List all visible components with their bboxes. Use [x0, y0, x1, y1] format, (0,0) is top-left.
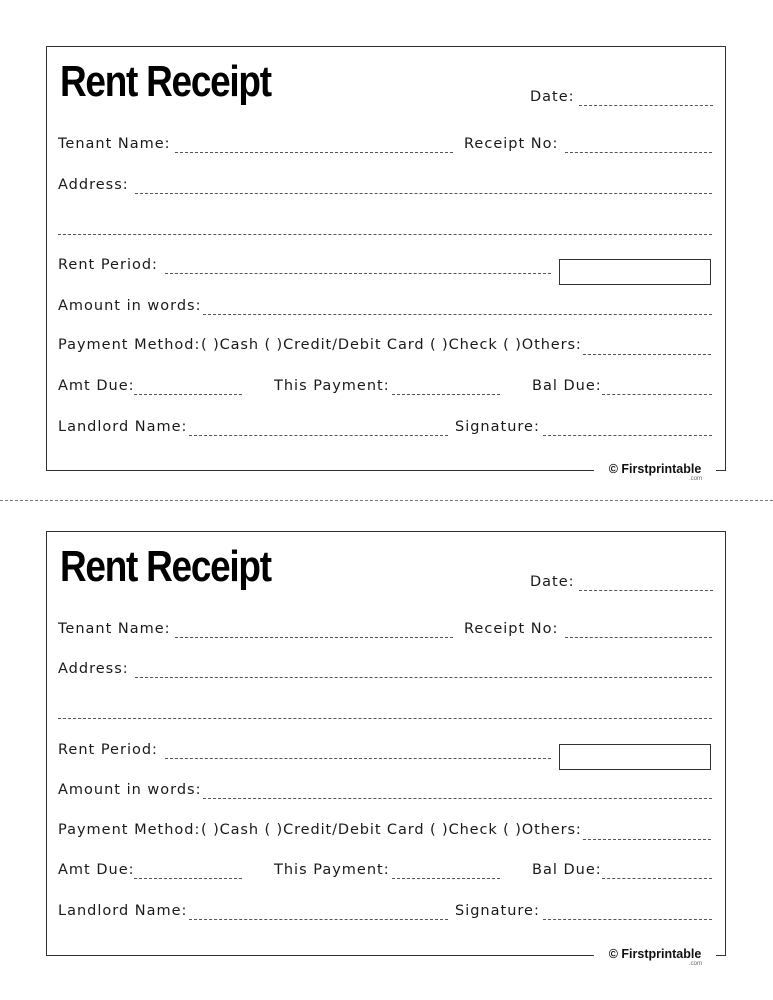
this-payment-label: This Payment: — [274, 862, 390, 878]
date-field[interactable] — [579, 105, 713, 106]
brand-name: © Firstprintable — [608, 947, 702, 961]
address-field-line-2[interactable] — [58, 234, 712, 235]
signature-label: Signature: — [455, 419, 540, 435]
bal-due-label: Bal Due: — [532, 862, 602, 878]
others-field[interactable] — [583, 839, 711, 840]
payment-method-options[interactable]: ( )Cash ( )Credit/Debit Card ( )Check ( )Others: — [201, 822, 582, 838]
signature-field[interactable] — [543, 435, 712, 436]
bal-due-field[interactable] — [602, 878, 712, 879]
this-payment-field[interactable] — [392, 394, 500, 395]
address-field-line-1[interactable] — [135, 677, 712, 678]
bal-due-field[interactable] — [602, 394, 712, 395]
landlord-name-label: Landlord Name: — [58, 903, 188, 919]
cut-line — [0, 500, 773, 501]
landlord-name-label: Landlord Name: — [58, 419, 188, 435]
amt-due-label: Amt Due: — [58, 862, 135, 878]
bal-due-label: Bal Due: — [532, 378, 602, 394]
receipt-no-label: Receipt No: — [464, 621, 559, 637]
rent-receipt-bottom — [46, 531, 726, 967]
address-field-line-2[interactable] — [58, 718, 712, 719]
receipt-no-field[interactable] — [565, 637, 712, 638]
amount-box[interactable] — [559, 259, 711, 285]
brand-logo — [594, 947, 716, 967]
landlord-name-field[interactable] — [189, 919, 448, 920]
brand-name: © Firstprintable — [608, 462, 702, 476]
amount-in-words-field[interactable] — [203, 314, 712, 315]
others-field[interactable] — [583, 354, 711, 355]
rent-period-field[interactable] — [165, 273, 551, 274]
signature-field[interactable] — [543, 919, 712, 920]
amt-due-field[interactable] — [134, 878, 242, 879]
payment-method-label: Payment Method: — [58, 337, 201, 353]
address-field-line-1[interactable] — [135, 193, 712, 194]
amt-due-label: Amt Due: — [58, 378, 135, 394]
rent-period-label: Rent Period: — [58, 742, 158, 758]
tenant-name-field[interactable] — [175, 152, 453, 153]
amount-in-words-label: Amount in words: — [58, 782, 202, 798]
brand-logo — [594, 462, 716, 482]
receipt-no-field[interactable] — [565, 152, 712, 153]
receipt-no-label: Receipt No: — [464, 136, 559, 152]
signature-label: Signature: — [455, 903, 540, 919]
brand-suffix: .com — [688, 476, 702, 482]
tenant-name-field[interactable] — [175, 637, 453, 638]
tenant-name-label: Tenant Name: — [58, 621, 171, 637]
receipt-title: Rent Receipt — [60, 542, 271, 591]
address-label: Address: — [58, 661, 129, 677]
this-payment-label: This Payment: — [274, 378, 390, 394]
amount-box[interactable] — [559, 744, 711, 770]
landlord-name-field[interactable] — [189, 435, 448, 436]
payment-method-label: Payment Method: — [58, 822, 201, 838]
amt-due-field[interactable] — [134, 394, 242, 395]
receipt-title: Rent Receipt — [60, 57, 271, 106]
date-label: Date: — [530, 89, 575, 105]
brand-suffix: .com — [688, 961, 702, 967]
rent-period-label: Rent Period: — [58, 257, 158, 273]
date-label: Date: — [530, 574, 575, 590]
amount-in-words-field[interactable] — [203, 798, 712, 799]
rent-receipt-top — [46, 46, 726, 482]
tenant-name-label: Tenant Name: — [58, 136, 171, 152]
rent-period-field[interactable] — [165, 758, 551, 759]
amount-in-words-label: Amount in words: — [58, 298, 202, 314]
this-payment-field[interactable] — [392, 878, 500, 879]
payment-method-options[interactable]: ( )Cash ( )Credit/Debit Card ( )Check ( )Others: — [201, 337, 582, 353]
date-field[interactable] — [579, 590, 713, 591]
address-label: Address: — [58, 177, 129, 193]
